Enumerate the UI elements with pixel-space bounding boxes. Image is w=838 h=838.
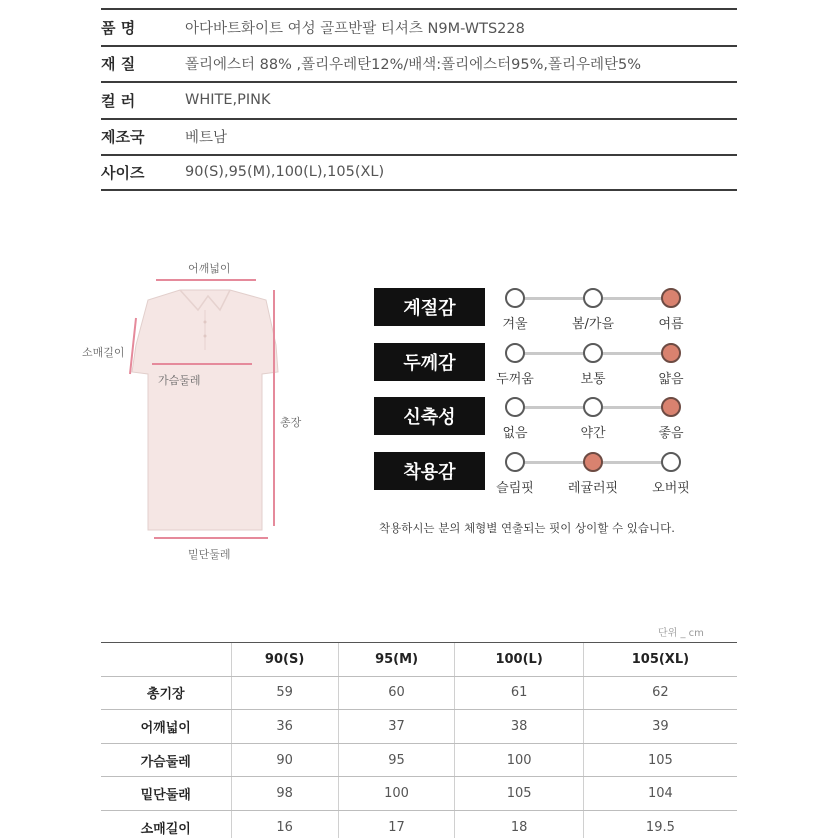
fit-option-label: 레귤러핏 <box>567 480 619 496</box>
spec-value: 폴리에스터 88% ,폴리우레탄12%/배색:폴리에스터95%,폴리우레탄5% <box>185 57 642 74</box>
fit-dot-selected <box>583 452 603 472</box>
fit-dot <box>505 288 525 308</box>
table-cell: 37 <box>338 710 455 744</box>
table-row <box>101 710 737 744</box>
size-table <box>101 642 737 838</box>
length-label: 총장 <box>280 416 302 429</box>
spec-value: 90(S),95(M),100(L),105(XL) <box>185 164 385 181</box>
table-cell: 16 <box>231 810 338 838</box>
table-cell: 17 <box>338 810 455 838</box>
measurement-diagram <box>70 250 330 570</box>
spec-label: 품 명 <box>101 18 136 37</box>
chest-label: 가슴둘레 <box>158 374 201 387</box>
table-cell: 105 <box>455 777 583 811</box>
fit-dot <box>583 397 603 417</box>
table-cell: 60 <box>338 676 455 710</box>
fit-dot-selected <box>661 343 681 363</box>
fit-row-thickness <box>374 343 714 398</box>
fit-dot <box>505 397 525 417</box>
table-cell: 38 <box>455 710 583 744</box>
fit-option-label: 좋음 <box>658 426 684 441</box>
fit-title-badge: 계절감 <box>374 288 485 326</box>
size-header: 105(XL) <box>583 643 737 677</box>
fit-option-label: 얇음 <box>658 371 684 387</box>
spec-value: WHITE,PINK <box>185 92 271 109</box>
fit-title-badge: 두께감 <box>374 343 485 381</box>
fit-title-badge: 착용감 <box>374 452 485 490</box>
size-header: 95(M) <box>338 643 455 677</box>
product-spec-table <box>101 8 737 191</box>
size-header: 90(S) <box>231 643 338 677</box>
table-cell: 100 <box>338 777 455 811</box>
table-cell: 95 <box>338 743 455 777</box>
table-row <box>101 810 737 838</box>
spec-row-name <box>101 8 737 45</box>
fit-option-label: 약간 <box>580 426 606 441</box>
fit-scale <box>374 288 714 535</box>
fit-option-label: 겨울 <box>502 317 528 332</box>
spec-value: 베트남 <box>185 130 228 147</box>
fit-row-stretch <box>374 397 714 452</box>
fit-option-label: 슬림핏 <box>496 480 534 496</box>
spec-value: 아다바트화이트 여성 골프반팔 티셔츠 N9M-WTS228 <box>185 20 525 37</box>
fit-dot-selected <box>661 288 681 308</box>
fit-row-wearing <box>374 452 714 507</box>
spec-row-color <box>101 81 737 118</box>
fit-option-label: 오버핏 <box>652 480 690 496</box>
fit-option-label: 두꺼움 <box>496 371 534 387</box>
table-cell: 39 <box>583 710 737 744</box>
table-cell: 105 <box>583 743 737 777</box>
fit-dot <box>505 452 525 472</box>
table-cell: 90 <box>231 743 338 777</box>
row-label: 소매길이 <box>101 810 231 838</box>
row-label: 총기장 <box>101 676 231 710</box>
table-cell: 62 <box>583 676 737 710</box>
table-cell: 59 <box>231 676 338 710</box>
fit-disclaimer: 착용하시는 분의 체형별 연출되는 핏이 상이할 수 있습니다. <box>379 521 675 535</box>
table-cell: 98 <box>231 777 338 811</box>
fit-dot <box>661 452 681 472</box>
fit-dot <box>583 288 603 308</box>
table-cell: 104 <box>583 777 737 811</box>
hem-label: 밑단둘레 <box>188 548 231 561</box>
fit-title-badge: 신축성 <box>374 397 485 435</box>
table-cell: 19.5 <box>583 810 737 838</box>
row-label: 밑단둘래 <box>101 777 231 811</box>
spec-label: 재 질 <box>101 55 136 74</box>
unit-label: 단위 _ cm <box>658 628 704 639</box>
row-label: 어깨넓이 <box>101 710 231 744</box>
fit-dot-selected <box>661 397 681 417</box>
spec-label: 컬 러 <box>101 91 136 110</box>
shirt-illustration <box>70 250 330 570</box>
size-table-header <box>101 643 737 677</box>
table-cell: 18 <box>455 810 583 838</box>
spec-label: 제조국 <box>101 128 145 147</box>
shoulder-label: 어깨넓이 <box>188 262 231 275</box>
fit-option-label: 없음 <box>502 426 528 441</box>
fit-dot <box>505 343 525 363</box>
fit-option-label: 봄/가을 <box>571 317 615 332</box>
table-row <box>101 777 737 811</box>
table-cell: 61 <box>455 676 583 710</box>
fit-row-season <box>374 288 714 343</box>
table-cell: 36 <box>231 710 338 744</box>
table-row <box>101 743 737 777</box>
fit-dot <box>583 343 603 363</box>
row-label: 가슴둘레 <box>101 743 231 777</box>
spec-row-material <box>101 45 737 82</box>
table-row <box>101 676 737 710</box>
size-header: 100(L) <box>455 643 583 677</box>
sleeve-label: 소매길이 <box>82 346 125 359</box>
header-corner <box>101 643 231 677</box>
spec-row-origin <box>101 118 737 155</box>
fit-option-label: 보통 <box>580 371 606 387</box>
fit-option-label: 여름 <box>658 317 684 332</box>
spec-label: 사이즈 <box>101 163 145 182</box>
table-cell: 100 <box>455 743 583 777</box>
spec-row-size <box>101 154 737 191</box>
